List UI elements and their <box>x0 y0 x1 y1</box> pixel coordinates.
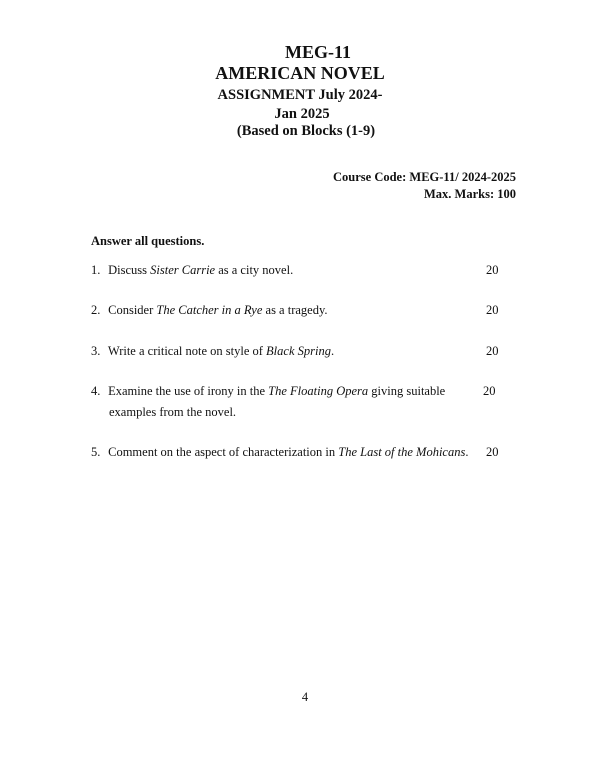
page-number: 4 <box>301 690 309 704</box>
question-2-marks: 20 <box>486 303 499 317</box>
question-number: 2. <box>91 303 101 317</box>
question-3-marks: 20 <box>486 344 499 358</box>
question-number: 4. <box>91 384 101 398</box>
work-title: The Last of the Mohicans <box>338 445 466 459</box>
question-4-continuation: examples from the novel. <box>109 405 237 419</box>
question-text-before: Discuss <box>108 263 151 277</box>
work-title: The Floating Opera <box>268 384 369 398</box>
question-text-before: Examine the use of irony in the <box>108 384 269 398</box>
question-text-after: giving suitable <box>368 384 446 398</box>
question-4 <box>91 384 445 399</box>
work-title: Black Spring <box>266 344 331 358</box>
session-heading: Jan 2025 <box>274 106 330 122</box>
question-2 <box>91 303 328 318</box>
blocks-heading: (Based on Blocks (1-9) <box>236 123 376 139</box>
question-text-before: Write a critical note on style of <box>107 344 267 358</box>
course-title-heading: AMERICAN NOVEL <box>215 63 385 83</box>
work-title: The Catcher in a Rye <box>156 303 263 317</box>
question-text-after: . <box>465 445 469 459</box>
question-text-before: Comment on the aspect of characterization in <box>108 445 339 459</box>
work-title: Sister Carrie <box>150 263 216 277</box>
question-number: 1. <box>91 263 101 277</box>
instruction-text: Answer all questions. <box>91 234 205 248</box>
question-3 <box>91 344 334 359</box>
question-4-marks: 20 <box>483 384 496 398</box>
question-5-marks: 20 <box>486 445 499 459</box>
max-marks-meta: Max. Marks: 100 <box>424 187 516 201</box>
question-1 <box>91 263 293 278</box>
course-code-meta: Course Code: MEG-11/ 2024-2025 <box>333 170 516 184</box>
course-code-heading: MEG-11 <box>285 42 351 62</box>
question-text-after: . <box>330 344 335 358</box>
question-5 <box>91 445 468 460</box>
question-number: 5. <box>91 445 101 459</box>
question-text-after: as a tragedy. <box>262 303 328 317</box>
question-number: 3. <box>91 344 101 358</box>
question-text-after: as a city novel. <box>215 263 294 277</box>
question-1-marks: 20 <box>486 263 499 277</box>
question-text-before: Consider <box>108 303 157 317</box>
assignment-heading: ASSIGNMENT July 2024- <box>217 87 383 103</box>
